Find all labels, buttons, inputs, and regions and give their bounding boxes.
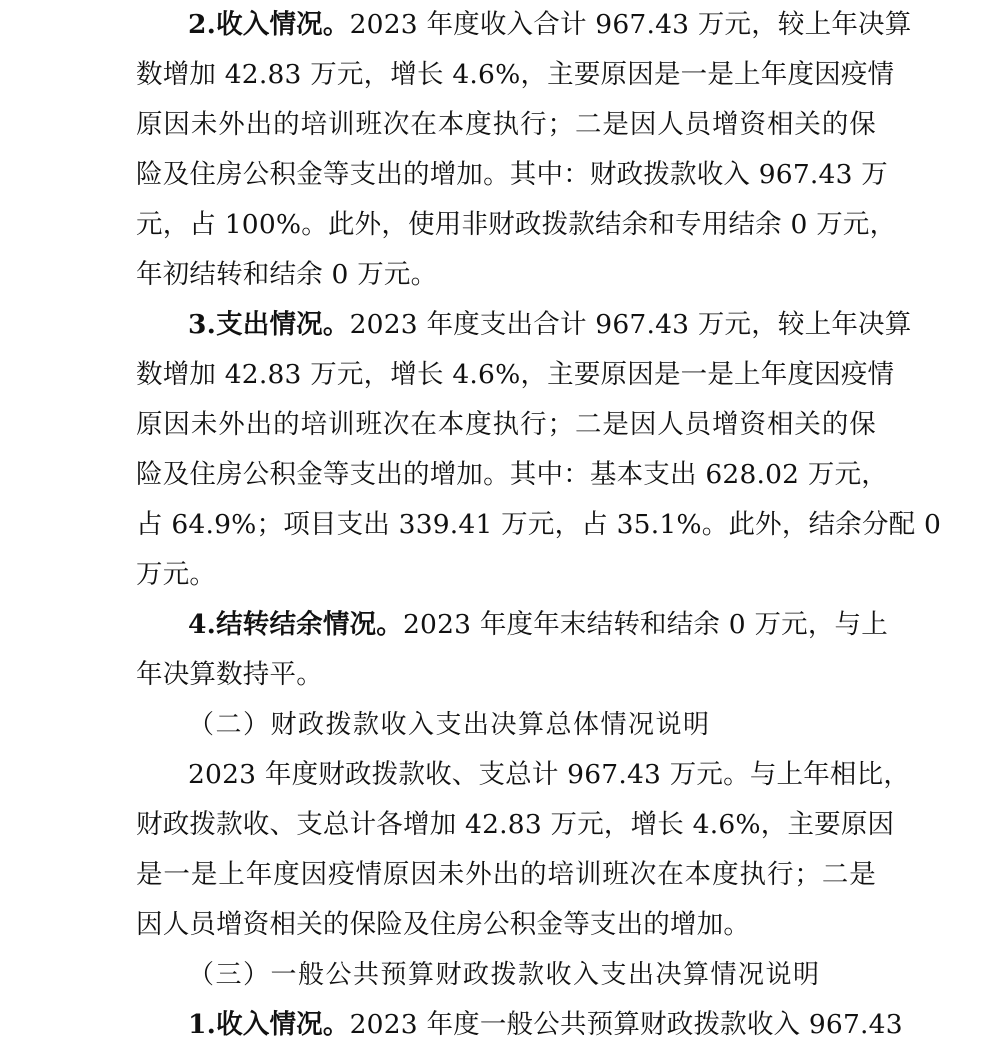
carryover-line-2: 年决算数持平。 (136, 659, 323, 690)
expenditure-line-2: 数增加 42.83 万元，增长 4.6%，主要原因是一是上年度因疫情 (136, 359, 895, 390)
income-paragraph-line-1 (188, 0, 912, 50)
income-line-2: 数增加 42.83 万元，增长 4.6%，主要原因是一是上年度因疫情 (136, 59, 895, 90)
section-2-line-4: 因人员增资相关的保险及住房公积金等支出的增加。 (136, 909, 751, 940)
section-3-income-line-1 (188, 1000, 903, 1050)
section-2-line-3: 是一是上年度因疫情原因未外出的培训班次在本度执行；二是 (136, 859, 876, 890)
section-3-income-text: 2023 年度一般公共预算财政拨款收入 967.43 (349, 1009, 903, 1040)
section-3-income-label: 1.收入情况。 (188, 1009, 350, 1040)
income-label: 2.收入情况。 (188, 9, 350, 40)
income-line-5: 元，占 100%。此外，使用非财政拨款结余和专用结余 0 万元， (136, 209, 897, 240)
income-line-6: 年初结转和结余 0 万元。 (136, 259, 438, 290)
carryover-paragraph-line-1 (188, 600, 888, 650)
income-line-4: 险及住房公积金等支出的增加。其中：财政拨款收入 967.43 万 (136, 159, 888, 190)
expenditure-line-4: 险及住房公积金等支出的增加。其中：基本支出 628.02 万元， (136, 459, 888, 490)
expenditure-line-5: 占 64.9%；项目支出 339.41 万元，占 35.1%。此外，结余分配 0 (136, 509, 942, 540)
expenditure-line-3: 原因未外出的培训班次在本度执行；二是因人员增资相关的保 (136, 409, 876, 440)
section-2-line-1: 2023 年度财政拨款收、支总计 967.43 万元。与上年相比， (188, 759, 911, 790)
carryover-text: 2023 年度年末结转和结余 0 万元，与上 (402, 609, 888, 640)
expenditure-paragraph-line-1 (188, 300, 912, 350)
carryover-label: 4.结转结余情况。 (188, 609, 403, 640)
section-3-heading: （三）一般公共预算财政拨款收入支出决算情况说明 (188, 960, 821, 990)
section-2-heading: （二）财政拨款收入支出决算总体情况说明 (188, 710, 711, 740)
income-text: 2023 年度收入合计 967.43 万元，较上年决算 (349, 9, 912, 40)
expenditure-line-6: 万元。 (136, 559, 217, 590)
section-2-line-2: 财政拨款收、支总计各增加 42.83 万元，增长 4.6%，主要原因 (136, 809, 895, 840)
expenditure-text: 2023 年度支出合计 967.43 万元，较上年决算 (349, 309, 912, 340)
expenditure-label: 3.支出情况。 (188, 309, 350, 340)
income-line-3: 原因未外出的培训班次在本度执行；二是因人员增资相关的保 (136, 109, 876, 140)
